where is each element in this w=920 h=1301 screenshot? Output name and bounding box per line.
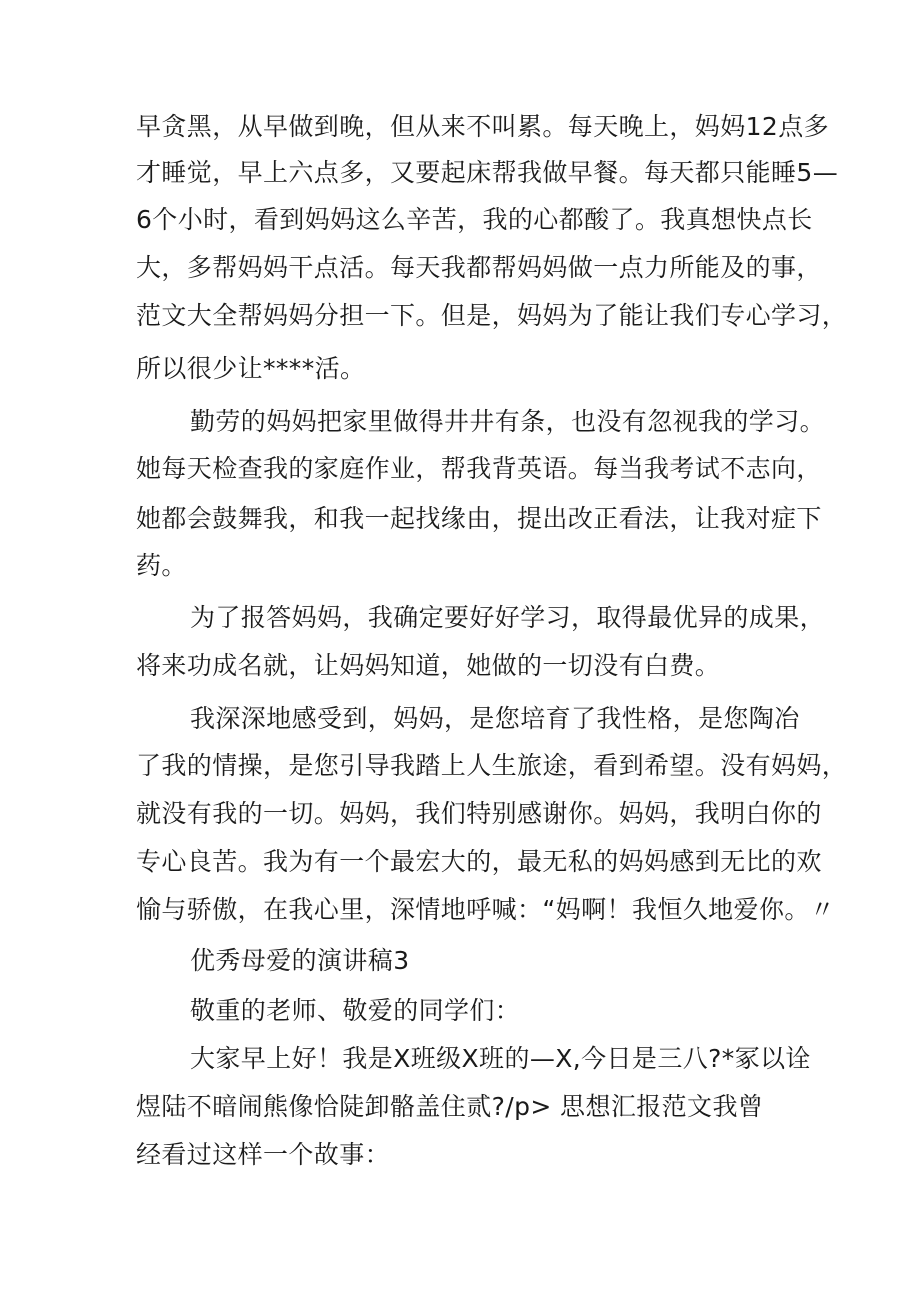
text-line-12: 将来功成名就，让妈妈知道，她做的一切没有白费。: [136, 651, 721, 680]
text-line-6: 所以很少让****活。: [136, 354, 366, 383]
text-line-10: 药。: [136, 551, 187, 580]
paragraph-start-2: 为了报答妈妈，我确定要好好学习，取得最优异的成果，: [190, 603, 826, 632]
paragraph-start-3: 我深深地感受到，妈妈，是您培育了我性格，是您陶冶: [190, 704, 800, 733]
section-title: 优秀母爱的演讲稿3: [190, 946, 410, 975]
text-line-8: 她每天检查我的家庭作业，帮我背英语。每当我考试不志向，: [136, 454, 822, 483]
text-line-5: 范文大全帮妈妈分担一下。但是，妈妈为了能让我们专心学习，: [136, 301, 848, 330]
greeting-line: 敬重的老师、敬爱的同学们：: [190, 996, 521, 1025]
text-line-21: 煜陆不暗闹熊像恰陡卸骼盖住贰?/p> 思想汇报范文我曾: [136, 1092, 764, 1121]
text-line-9: 她都会鼓舞我，和我一起找缘由，提出改正看法，让我对症下: [136, 504, 822, 533]
text-line-16: 专心良苦。我为有一个最宏大的，最无私的妈妈感到无比的欢: [136, 847, 822, 876]
text-line-17: 愉与骄傲，在我心里，深情地呼喊：“妈啊！我恒久地爱你。〃: [136, 895, 836, 924]
text-line-2: 才睡觉，早上六点多，又要起床帮我做早餐。每天都只能睡5—: [136, 158, 839, 187]
paragraph-start-4: 大家早上好！我是X班级X班的—X,今日是三八?*冢以诠: [190, 1044, 811, 1073]
text-line-1: 早贪黑，从早做到晚，但从来不叫累。每天晚上，妈妈12点多: [136, 112, 830, 141]
text-line-4: 大，多帮妈妈干点活。每天我都帮妈妈做一点力所能及的事，: [136, 253, 822, 282]
text-line-15: 就没有我的一切。妈妈，我们特别感谢你。妈妈，我明白你的: [136, 799, 822, 828]
text-line-14: 了我的情操，是您引导我踏上人生旅途，看到希望。没有妈妈，: [136, 751, 848, 780]
text-line-3: 6个小时，看到妈妈这么辛苦，我的心都酸了。我真想快点长: [136, 205, 813, 234]
text-line-22: 经看过这样一个故事：: [136, 1140, 391, 1169]
paragraph-start-1: 勤劳的妈妈把家里做得井井有条，也没有忽视我的学习。: [190, 407, 826, 436]
